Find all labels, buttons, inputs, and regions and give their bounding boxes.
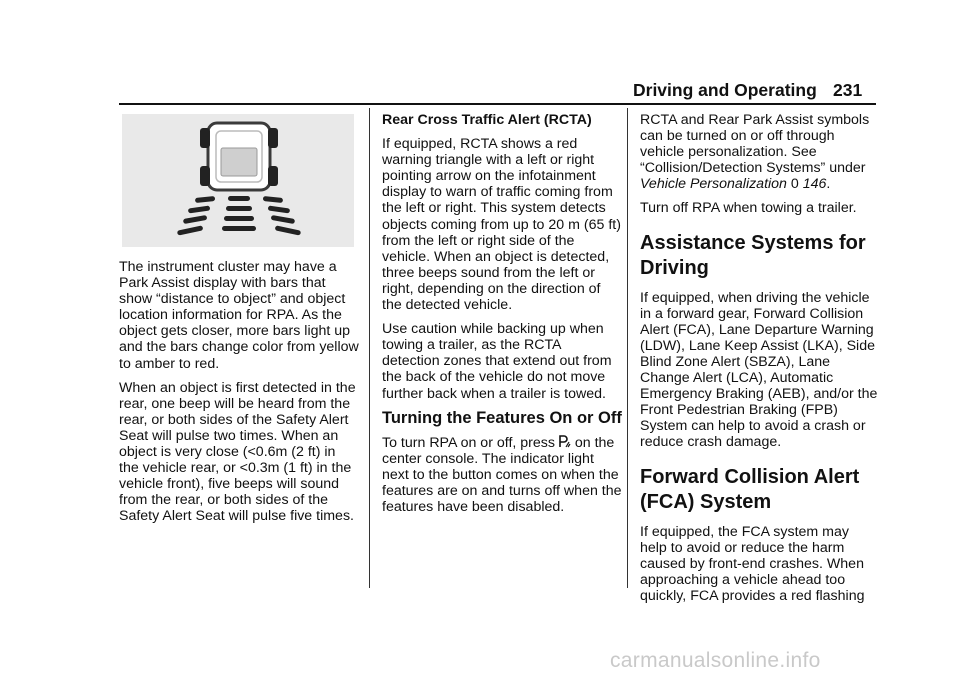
paragraph: Turn off RPA when towing a trailer. <box>640 200 857 217</box>
park-assist-button-icon <box>559 435 571 448</box>
paragraph: Use caution while backing up when towing a trailer, as the RCTA detection zones that extend out from the back of the vehicle do not move further back when a trailer is towed. <box>382 321 612 402</box>
heading-assistance-systems: Assistance Systems for Driving <box>640 231 866 279</box>
heading-turning-features: Turning the Features On or Off <box>382 408 622 427</box>
column-divider-1 <box>369 108 370 588</box>
paragraph <box>640 112 878 192</box>
heading-rcta: Rear Cross Traffic Alert (RCTA) <box>382 112 592 128</box>
column-2 <box>382 112 622 523</box>
section-title: Driving and Operating <box>633 80 817 100</box>
paragraph: When an object is first detected in the rear, one beep will be heard from the rear, or both sides of the Safety Alert Seat will pulse two times. When an object is very close (<0.6m (2 ft) in the vehicle rear, or <0.3m (1 ft) in the vehicle front), five beeps will sound from the rear, or both sides of the Safety Alert Seat will pulse five times. <box>119 379 356 525</box>
paragraph: The instrument cluster may have a Park Assist display with bars that show “distance to object” and object location information for RPA. As the object gets closer, more bars light up and the bars change color from yellow to amber to red. <box>119 259 359 372</box>
column-3 <box>640 112 878 612</box>
page-reference: 146 <box>802 176 827 193</box>
watermark: carmanualsonline.info <box>610 649 821 672</box>
paragraph: If equipped, the FCA system may help to avoid or reduce the harm caused by front-end crashes. When approaching a vehicle ahead too quickly, FCA provides a red flashing <box>640 523 865 604</box>
vehicle-with-distance-bars-icon <box>122 114 354 247</box>
page-ref-arrow: 0 <box>790 176 799 193</box>
text: . <box>826 176 831 193</box>
column-1 <box>119 259 359 533</box>
running-header <box>633 80 863 101</box>
header-rule <box>119 103 876 105</box>
text: RCTA and Rear Park Assist symbols can be turned on or off through vehicle personalization. See “Collision/Detection Systems” under <box>640 112 870 177</box>
page-number: 231 <box>833 80 863 100</box>
paragraph: If equipped, RCTA shows a red warning triangle with a left or right pointing arrow on the infotainment display to warn of traffic coming from the left or right. This system detects objects coming from up to 20 m (65 ft) from the left or right side of the vehicle. When an object is detected, three beeps sound from the left or right, depending on the direction of the detected vehicle. <box>382 136 621 314</box>
park-assist-display-illustration <box>122 114 354 247</box>
text: To turn RPA on or off, press <box>382 434 559 451</box>
paragraph: If equipped, when driving the vehicle in a forward gear, Forward Collision Alert (FCA), Lane Departure Warning (LDW), Lane Keep Assist (LKA), Side Blind Zone Alert (SBZA), Lane Change Alert (LCA), Automatic Emergency Braking (AEB), and/or the Front Pedestrian Braking (FPB) System can help to avoid a crash or reduce crash damage. <box>640 289 878 451</box>
text: on the center console. The indicator light next to the button comes on when the features are on and turns off when the features have been disabled. <box>382 434 622 516</box>
column-divider-2 <box>627 108 628 588</box>
paragraph <box>382 435 622 515</box>
heading-fca-system: Forward Collision Alert (FCA) System <box>640 465 860 513</box>
cross-reference: Vehicle Personalization <box>640 176 787 193</box>
